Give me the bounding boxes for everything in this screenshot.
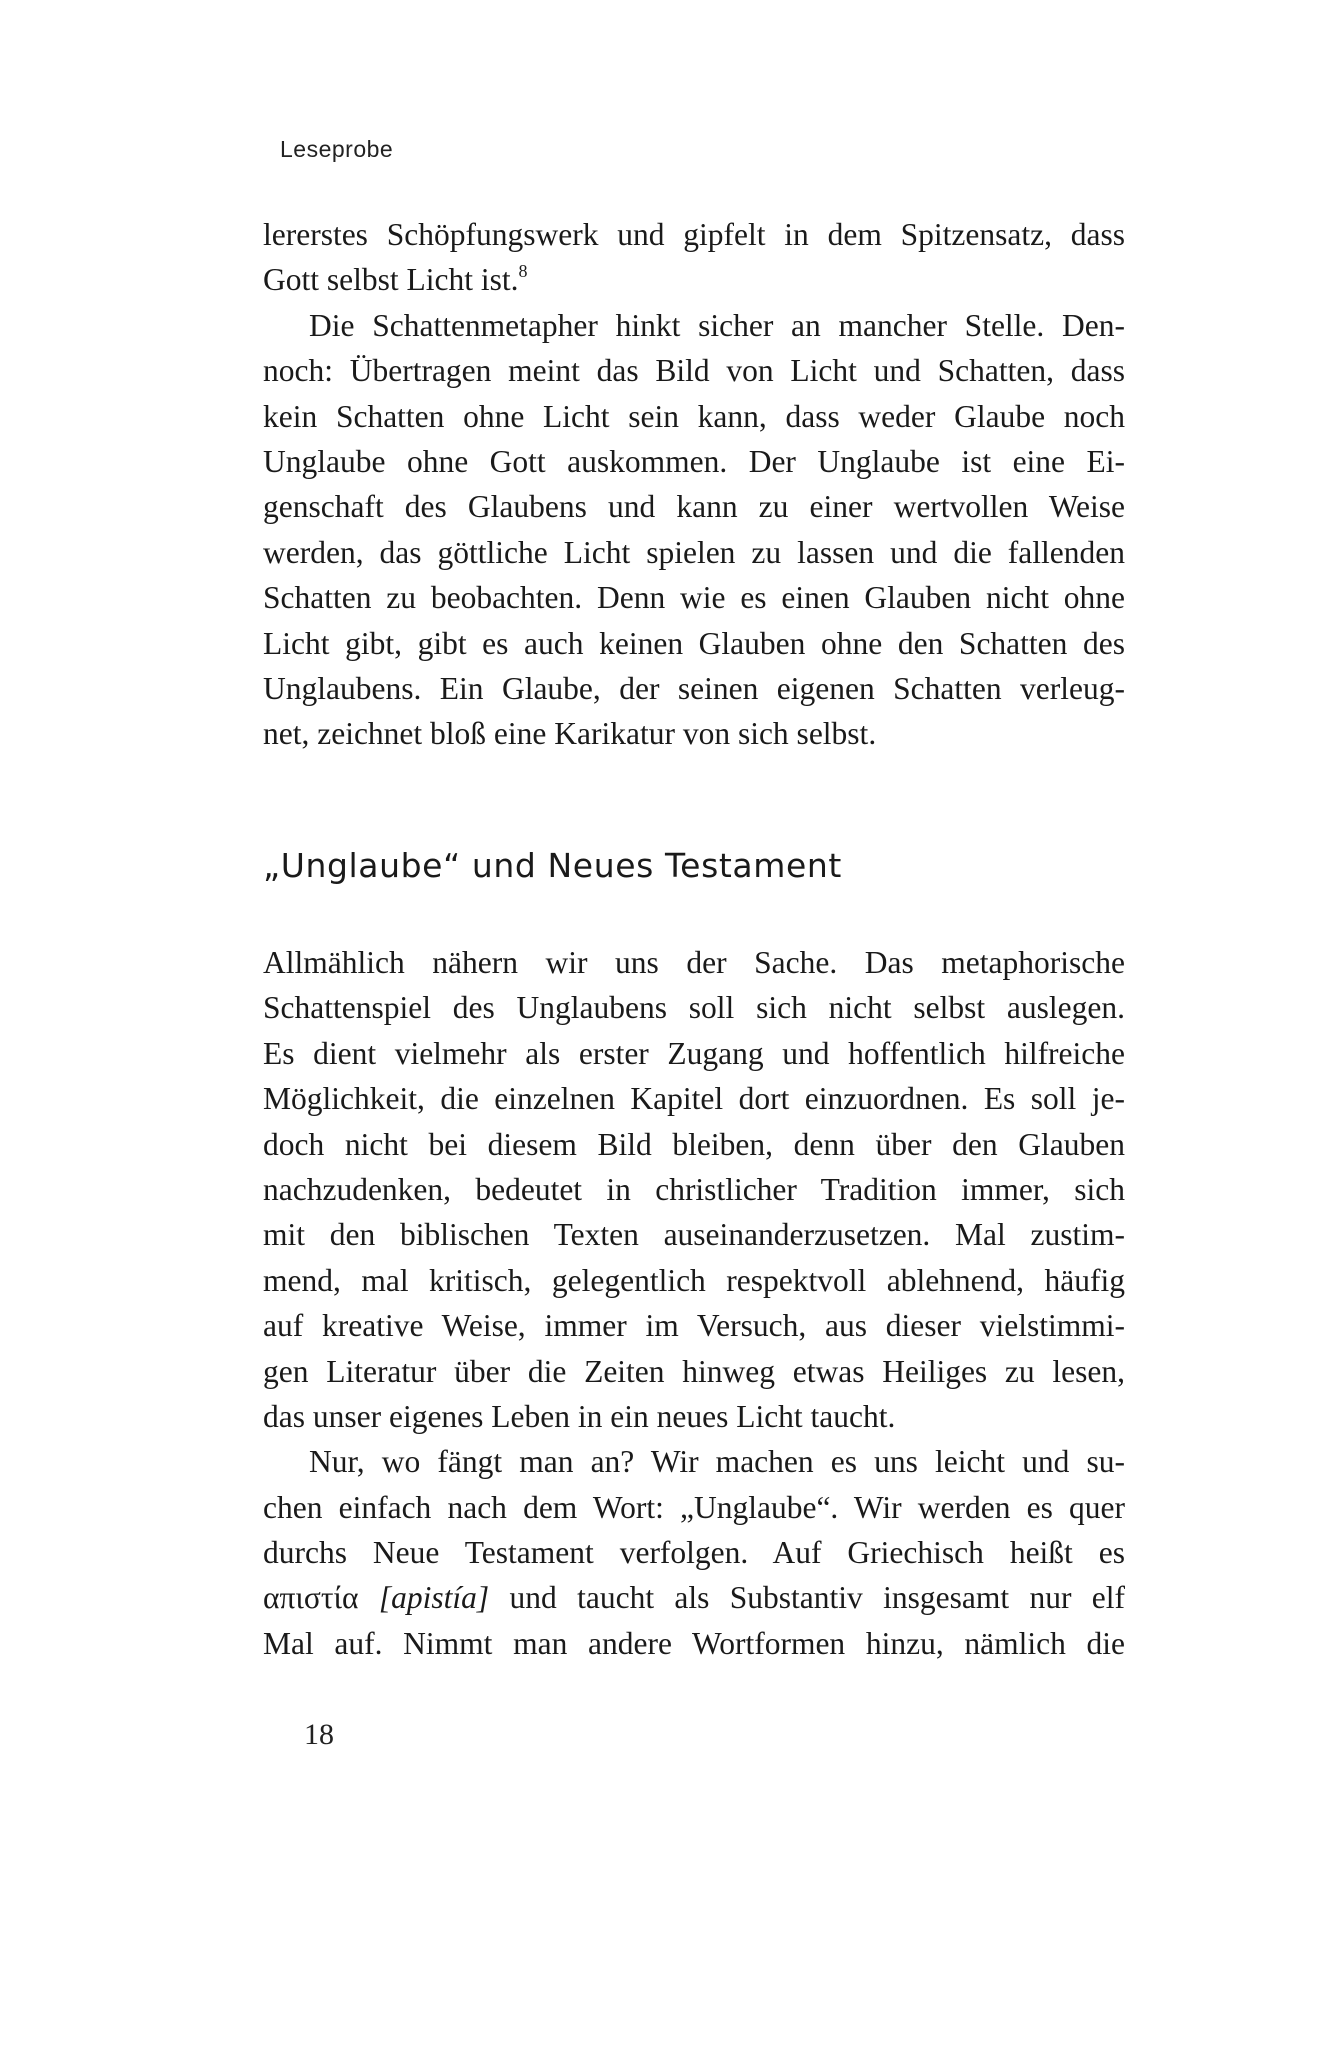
text-line: auf kreative Weise, immer im Versuch, aus dieser vielstimmi- [263,1308,1125,1344]
text-line: lererstes Schöpfungswerk und gipfelt in dem Spitzensatz, dass [263,217,1125,252]
text-line [263,257,1125,302]
transliteration: [apistía] [378,1580,490,1616]
text-line: kein Schatten ohne Licht sein kann, dass weder Glaube noch [263,398,1125,434]
paragraph-block-1 [263,212,1125,757]
text-line: Licht gibt, gibt es auch keinen Glauben ohne den Schatten des [263,625,1125,661]
text-line-content: und taucht als Substantiv insgesamt nur elf [509,1580,1126,1616]
text-line: Schatten zu beobachten. Denn wie es einen Glauben nicht ohne [263,580,1125,616]
text-line: net, zeichnet bloß eine Karikatur von sich selbst. [263,716,877,752]
text-line: gen Literatur über die Zeiten hinweg etwas Heiliges zu lesen, [263,1353,1125,1389]
text-line: Schattenspiel des Unglaubens soll sich nicht selbst auslegen. [263,990,1125,1026]
greek-word: απιστία [263,1580,359,1616]
text-line-content: Gott selbst Licht ist. [263,262,519,298]
page-number: 18 [304,1718,334,1751]
text-line: noch: Übertragen meint das Bild von Licht und Schatten, dass [263,353,1125,389]
text-line: chen einfach nach dem Wort: „Unglaube“. Wir werden es quer [263,1489,1125,1525]
text-line: doch nicht bei diesem Bild bleiben, denn über den Glauben [263,1126,1125,1162]
text-line: Allmählich nähern wir uns der Sache. Das metaphorische [263,945,1125,980]
text-line: mit den biblischen Texten auseinanderzusetzen. Mal zustim- [263,1217,1125,1253]
text-line: Mal auf. Nimmt man andere Wortformen hinzu, nämlich die [263,1625,1125,1661]
text-line: Es dient vielmehr als erster Zugang und hoffentlich hilfreiche [263,1035,1125,1071]
paragraph-block-2 [263,940,1125,1666]
text-line: werden, das göttliche Licht spielen zu lassen und die fallenden [263,534,1125,570]
text-line: nachzudenken, bedeutet in christlicher Tradition immer, sich [263,1171,1125,1207]
text-line: Nur, wo fängt man an? Wir machen es uns leicht und su- [309,1444,1125,1480]
text-line [263,1575,1125,1620]
section-heading: „Unglaube“ und Neues Testament [263,846,842,885]
text-line: Unglaubens. Ein Glaube, der seinen eigenen Schatten verleug- [263,670,1125,706]
text-line: mend, mal kritisch, gelegentlich respektvoll ablehnend, häufig [263,1262,1125,1298]
text-line: genschaft des Glaubens und kann zu einer wertvollen Weise [263,489,1125,525]
text-line: Unglaube ohne Gott auskommen. Der Unglaube ist eine Ei- [263,443,1125,479]
text-line: Möglichkeit, die einzelnen Kapitel dort einzuordnen. Es soll je- [263,1081,1125,1117]
text-line: das unser eigenes Leben in ein neues Licht taucht. [263,1398,896,1434]
text-line: Die Schattenmetapher hinkt sicher an mancher Stelle. Den- [309,307,1125,343]
text-line: durchs Neue Testament verfolgen. Auf Griechisch heißt es [263,1535,1125,1571]
footnote-reference: 8 [518,261,528,282]
running-header: Leseprobe [280,136,394,162]
